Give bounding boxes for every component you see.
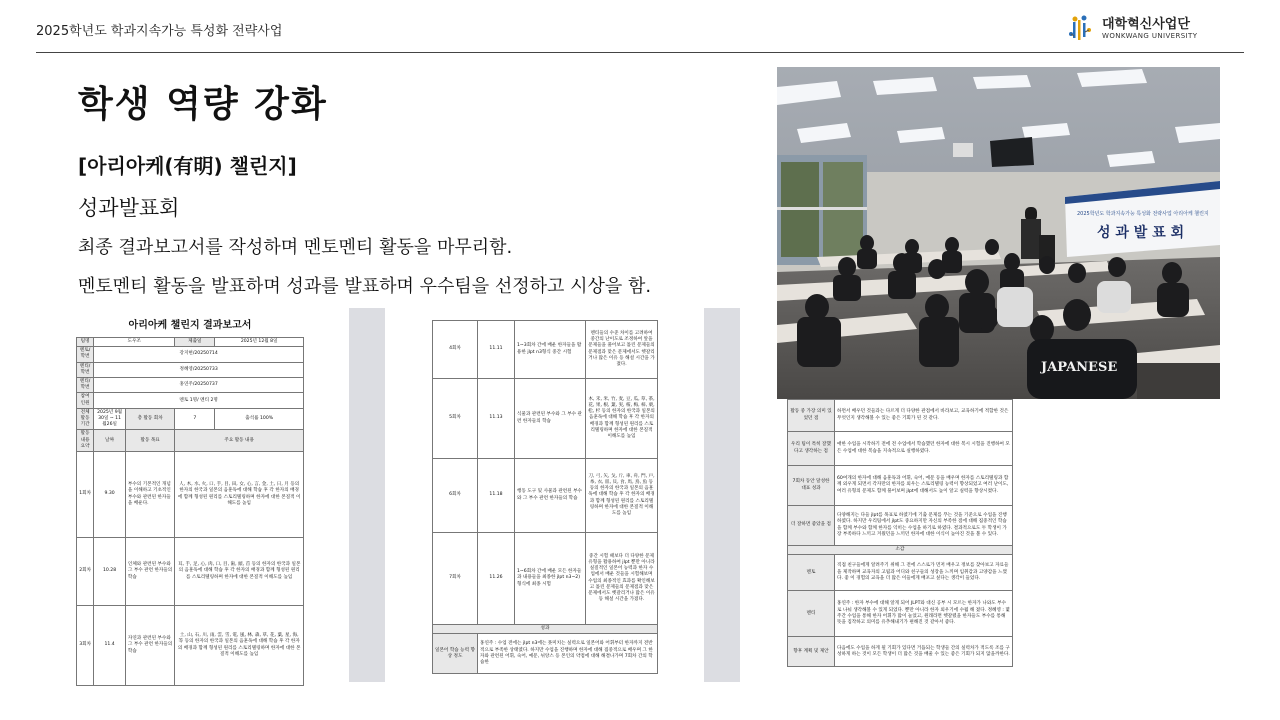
session-number: 5회차 [433, 379, 478, 459]
program-title: 2025학년도 학과지속가능 특성화 전략사업 [36, 24, 283, 39]
session-content: 土, 山, 石, 川, 雨, 雲, 雪, 電, 風, 林, 森, 草, 花, 葉, 星, 海, 等 등의 한자의 한국과 일본의 음훈독에 대해 학습 후 각 한자의 배경과 함께 형성된 원리를 스토리텔링하며 한자에 대한 본질적 이해도를 높임 [175, 606, 304, 686]
table-row [433, 533, 658, 625]
table-row [77, 452, 304, 538]
report-table-3 [787, 399, 1013, 667]
row-label: 7회차 동안 달성한 대표 성과 [788, 466, 835, 506]
team-value: 도우조 [94, 338, 175, 347]
logo-name: 대학혁신사업단 [1102, 16, 1190, 32]
row-label: 우리 팀이 특히 잘했다고 생각하는 점 [788, 432, 835, 466]
table-row [788, 506, 1013, 546]
result-report-page-3 [787, 399, 1013, 677]
outcome-row-label: 일본어 학습 능력 향상 정도 [433, 634, 478, 674]
table-row [788, 591, 1013, 637]
column-header: 활동 목표 [125, 430, 174, 452]
session-content: 耳, 手, 足, 心, 肉, 口, 目, 歯, 頭, 首 등의 한자의 한국과 일본의 음훈독에 대해 학습 후 각 한자의 배경과 함께 형성된 원리를 스토리텔링하며 한자에 대한 본질적 이해도를 높임 [175, 538, 304, 606]
mentor-value: 강지현/20250714 [94, 347, 304, 362]
session-goal: 인체와 관련된 부수와 그 부수 관련 한자들의 학습 [125, 538, 174, 606]
session-goal: 1~6회차 간에 배운 모든 한자들과 내용들을 최종한 jlpt n3~2) 형식에 최종 시험 [515, 533, 586, 625]
mentee-review-label: 멘티 [788, 591, 835, 637]
column-header: 활동 내용 요약 [77, 430, 94, 452]
count-value: 7 [175, 408, 215, 430]
result-report-page-2 [432, 320, 658, 676]
description-line-2: 멘토멘티 활동을 발표하며 성과를 발표하며 우수팀을 선정하고 시상을 함. [78, 276, 652, 297]
session-goal: 1~3회차 간에 배운 한자들을 활용한 jlpt n3형식 중간 시험 [515, 321, 586, 379]
table-row [433, 379, 658, 459]
report-title: 아리아케 챌린지 결과보고서 [128, 320, 252, 331]
session-goal: 식물과 관련된 부수와 그 부수 관련 한자들의 학습 [515, 379, 586, 459]
session-date: 11.4 [94, 606, 126, 686]
table-row [433, 321, 658, 379]
column-header: 주요 활동 내용 [175, 430, 304, 452]
people-value: 멘토 1명/ 멘티 2명 [94, 393, 304, 408]
table-row [788, 637, 1013, 667]
mentee-label: 멘티/학번 [77, 362, 94, 377]
table-row [788, 400, 1013, 432]
mentee-value: 홍연주/20250737 [94, 378, 304, 393]
session-content: 人, 木, 水, 火, 口, 手, 目, 田, 女, 心, 言, 金, 土, 日, 月 등의 한자의 한국과 일본의 음훈독에 대해 학습 후 각 한자의 배경에 함께 형성된 원리를 스토리텔링하며 한자에 대한 본질적 이해도를 높임 [175, 452, 304, 538]
section-heading: 성과발표회 [78, 196, 180, 220]
page-gutter [349, 308, 385, 682]
session-date: 11.13 [478, 379, 515, 459]
outcome-text: 홍연주 : 수업 전에는 jlpt n3에는 못미치는 실력으로 일본어와 어휘부터 한자까지 전반적으로 부족한 상태였다. 하지만 수업을 진행하며 한자에 대해 집중적으로 배우며 그 한자와 관련된 어휘, 숙어, 예문, 뉘앙스 등 본인의 약점에 대해 해결나가며 7회차 간의 학습한 [478, 634, 658, 674]
session-number: 3회차 [77, 606, 94, 686]
table-row [788, 466, 1013, 506]
plan-text: 다음에도 수업을 하게 될 기회가 있다면 거듭되는 학생들 간의 실력차가 적도록 조를 구성하게 하는 것이 모든 학생이 더 많은 것을 배울 수 있는 좋은 기회가 되지 않을까한다. [835, 637, 1013, 667]
row-content: 60여개의 한자에 대해 음훈독과 어휘, 숙어, 예문 등을 배우며 한자를 스토리텔링과 함께 외우게 되면서 각자만의 한자를 외우는 스토리텔링 능력이 향상되었고 여러 난이도, 여러 유형의 문제도 함께 풀어보며 jlpt에 대해서도 높이 알고 실력을 향상시켰다. [835, 466, 1013, 506]
mentee-label: 멘티/학번 [77, 378, 94, 393]
presentation-photo [777, 67, 1220, 399]
attendance [215, 408, 304, 430]
period-label: 전체 활동 기간 [77, 408, 94, 430]
table-row [788, 555, 1013, 591]
logo-subtitle: WONKWANG UNIVERSITY [1102, 31, 1198, 40]
session-number: 4회차 [433, 321, 478, 379]
date-value: 2025년 12월 8일 [215, 338, 304, 347]
row-label: 더 잘하면 좋았을 점 [788, 506, 835, 546]
people-label: 참여 인원 [77, 393, 94, 408]
session-number: 7회차 [433, 533, 478, 625]
session-date: 11.18 [478, 459, 515, 533]
table-row [433, 634, 658, 674]
attendance-label: 출석률 [245, 416, 259, 422]
report-table-1 [76, 337, 304, 686]
description-line-1: 최종 결과보고서를 작성하며 멘토멘티 활동을 마무리함. [78, 237, 513, 258]
table-row [433, 459, 658, 533]
date-label: 제출일 [175, 338, 215, 347]
header-divider [36, 52, 1244, 53]
jacket-lettering: JAPANESE [1041, 360, 1118, 375]
logo-emblem-icon [1066, 14, 1096, 44]
session-content: 멘티들의 수준 차이를 고려하여 중간의 난이도로 조정하여 앞을 문제들을 풀어보고 틀린 문제들의 문제점과 맞은 문제에서도 헷갈리거나 많은 이유 등 해설 시간을 가졌다. [586, 321, 658, 379]
session-content: 중간 시험 때보다 더 다양한 문제 유형을 활용하여 jlpt 뿐만 아니라 실질적인 일본어 능력과 한자 수업에서 배운 것들을 시험해보며 수업의 최종적인 효과를 확인해보고 틀린 문제들의 문제점과 맞은 문제에서도 헷갈리거나 많은 이유 등 해설 시간을 가졌다. [586, 533, 658, 625]
review-header: 소감 [788, 546, 1013, 555]
mentor-review-text: 직접 친구들에게 알려주기 위해 그 전에 스스로가 먼저 배우고 정보를 찾아보고 자료들을 제작하며 교육자의 고립과 어디와 친구들의 성장을 느끼며 임취감과 고양감을 느꼈다. 좋 이 경험의 교육을 더 많은 이들에게 배포고 싶다는 생각이 들었다. [835, 555, 1013, 591]
row-content: 다양해지는 다들 jlpt를 목표로 하였기에 기출 문제를 푸는 것을 기준으로 수업을 진행하였다. 하지만 우리팀에서 jlpt도 중요하지만 자신의 부족한 점에 대해 집중적인 학습을 함께 부수와 함께 한자를 익히는 수업을 하기로 하였다. 결과적으로도 두 학생이 가장 부족하다 느끼고 겨웠던을 느끼던 한자에 대한 이식이 높아진 것을 볼 수 있다. [835, 506, 1013, 546]
session-goal: 행동 도구 및 사물과 관련된 부수와 그 부수 관련 한자들의 학습 [515, 459, 586, 533]
session-date: 11.11 [478, 321, 515, 379]
university-logo [1066, 14, 1197, 44]
page-title: 학생 역량 강화 [78, 84, 328, 125]
report-table-2 [432, 320, 658, 674]
row-content: 애한 수업을 시작하기 전에 전 수업에서 학습했던 한자에 대한 복시 시험을 진행하여 모든 수업에 대한 복습을 지속적으로 실행하였다. [835, 432, 1013, 466]
attendance-value: 100% [260, 416, 274, 422]
banner-title: 성 과 발 표 회 [1097, 225, 1185, 241]
outcome-header: 성과 [433, 625, 658, 634]
program-subtitle: [아리아케(有明) 챌린지] [78, 154, 297, 178]
banner-caption: 2025학년도 학과지속가능 특성화 전략사업 아리아케 챌린지 [1077, 211, 1209, 217]
session-goal: 부수의 기본적인 개념을 이해하고 기초적인 부수와 관련된 한자들을 배운다. [125, 452, 174, 538]
session-content: 木, 禾, 米, 竹, 麦, 豆, 瓜, 草, 茶, 花, 果, 根, 葉, 実, 桜, 梅, 柿, 栗, 松, 杉 등의 한자의 한국과 일본의 음훈독에 대해 학습 후 각 한자의 배경과 함께 형성된 원리를 스토리텔링하며 한자에 대한 본질적 이해도를 높임 [586, 379, 658, 459]
period-value: 2025년 9월 30일 ~ 11월26일 [94, 408, 126, 430]
mentee-review-text: 홍연주 : 한자 부수에 대해 알게 되어 JLPT와 대신 공부 시 모르는 한자가 나와도 부수로 나눠 생각해볼 수 있게 되었다. 뿐만 아니라 한자 외우기에 수월 해 졌다. 정혜영 : 몇주간 수업을 통해 한자 어휘가 많이 늘었고, 원래라면 헷갈렸을 한자들도 부수를 통해 뜻을 짐작하고 의미를 유추해내기가 편해진 것 같아서 좋다. [835, 591, 1013, 637]
plan-label: 향후 계획 및 제안 [788, 637, 835, 667]
row-label: 활동 중 가장 의미 있었던 점 [788, 400, 835, 432]
result-report-page-1 [76, 316, 304, 676]
mentee-value: 정혜영/20250733 [94, 362, 304, 377]
session-number: 6회차 [433, 459, 478, 533]
session-date: 10.28 [94, 538, 126, 606]
session-number: 1회차 [77, 452, 94, 538]
session-date: 11.26 [478, 533, 515, 625]
count-label: 총 활동 회차 [125, 408, 174, 430]
mentor-label: 멘토/학번 [77, 347, 94, 362]
mentor-review-label: 멘토 [788, 555, 835, 591]
table-row [77, 606, 304, 686]
session-content: 刀, 弓, 矢, 戈, 斤, 車, 舟, 門, 戸, 糸, 衣, 皿, 貝, 食, 馬, 鳥, 魚 등 등의 한자의 한국과 일본의 음훈독에 대해 학습 후 각 한자의 배경과 함께 형성된 원리를 스토리텔링하며 한자에 대한 본질적 이해도를 높임 [586, 459, 658, 533]
page-gutter [704, 308, 740, 682]
table-row [77, 538, 304, 606]
team-label: 팀명 [77, 338, 94, 347]
session-goal: 자연과 관련된 부수와 그 부수 관련 한자들의 학습 [125, 606, 174, 686]
session-date: 9.30 [94, 452, 126, 538]
row-content: 하면서 배우던 것들과는 다르게 더 다양한 관점에서 바라보고, 교육하기에 적합한 것은 무엇인지 생각해볼 수 있는 좋은 기회가 된 것 같다. [835, 400, 1013, 432]
column-header: 날짜 [94, 430, 126, 452]
session-number: 2회차 [77, 538, 94, 606]
table-row [788, 432, 1013, 466]
